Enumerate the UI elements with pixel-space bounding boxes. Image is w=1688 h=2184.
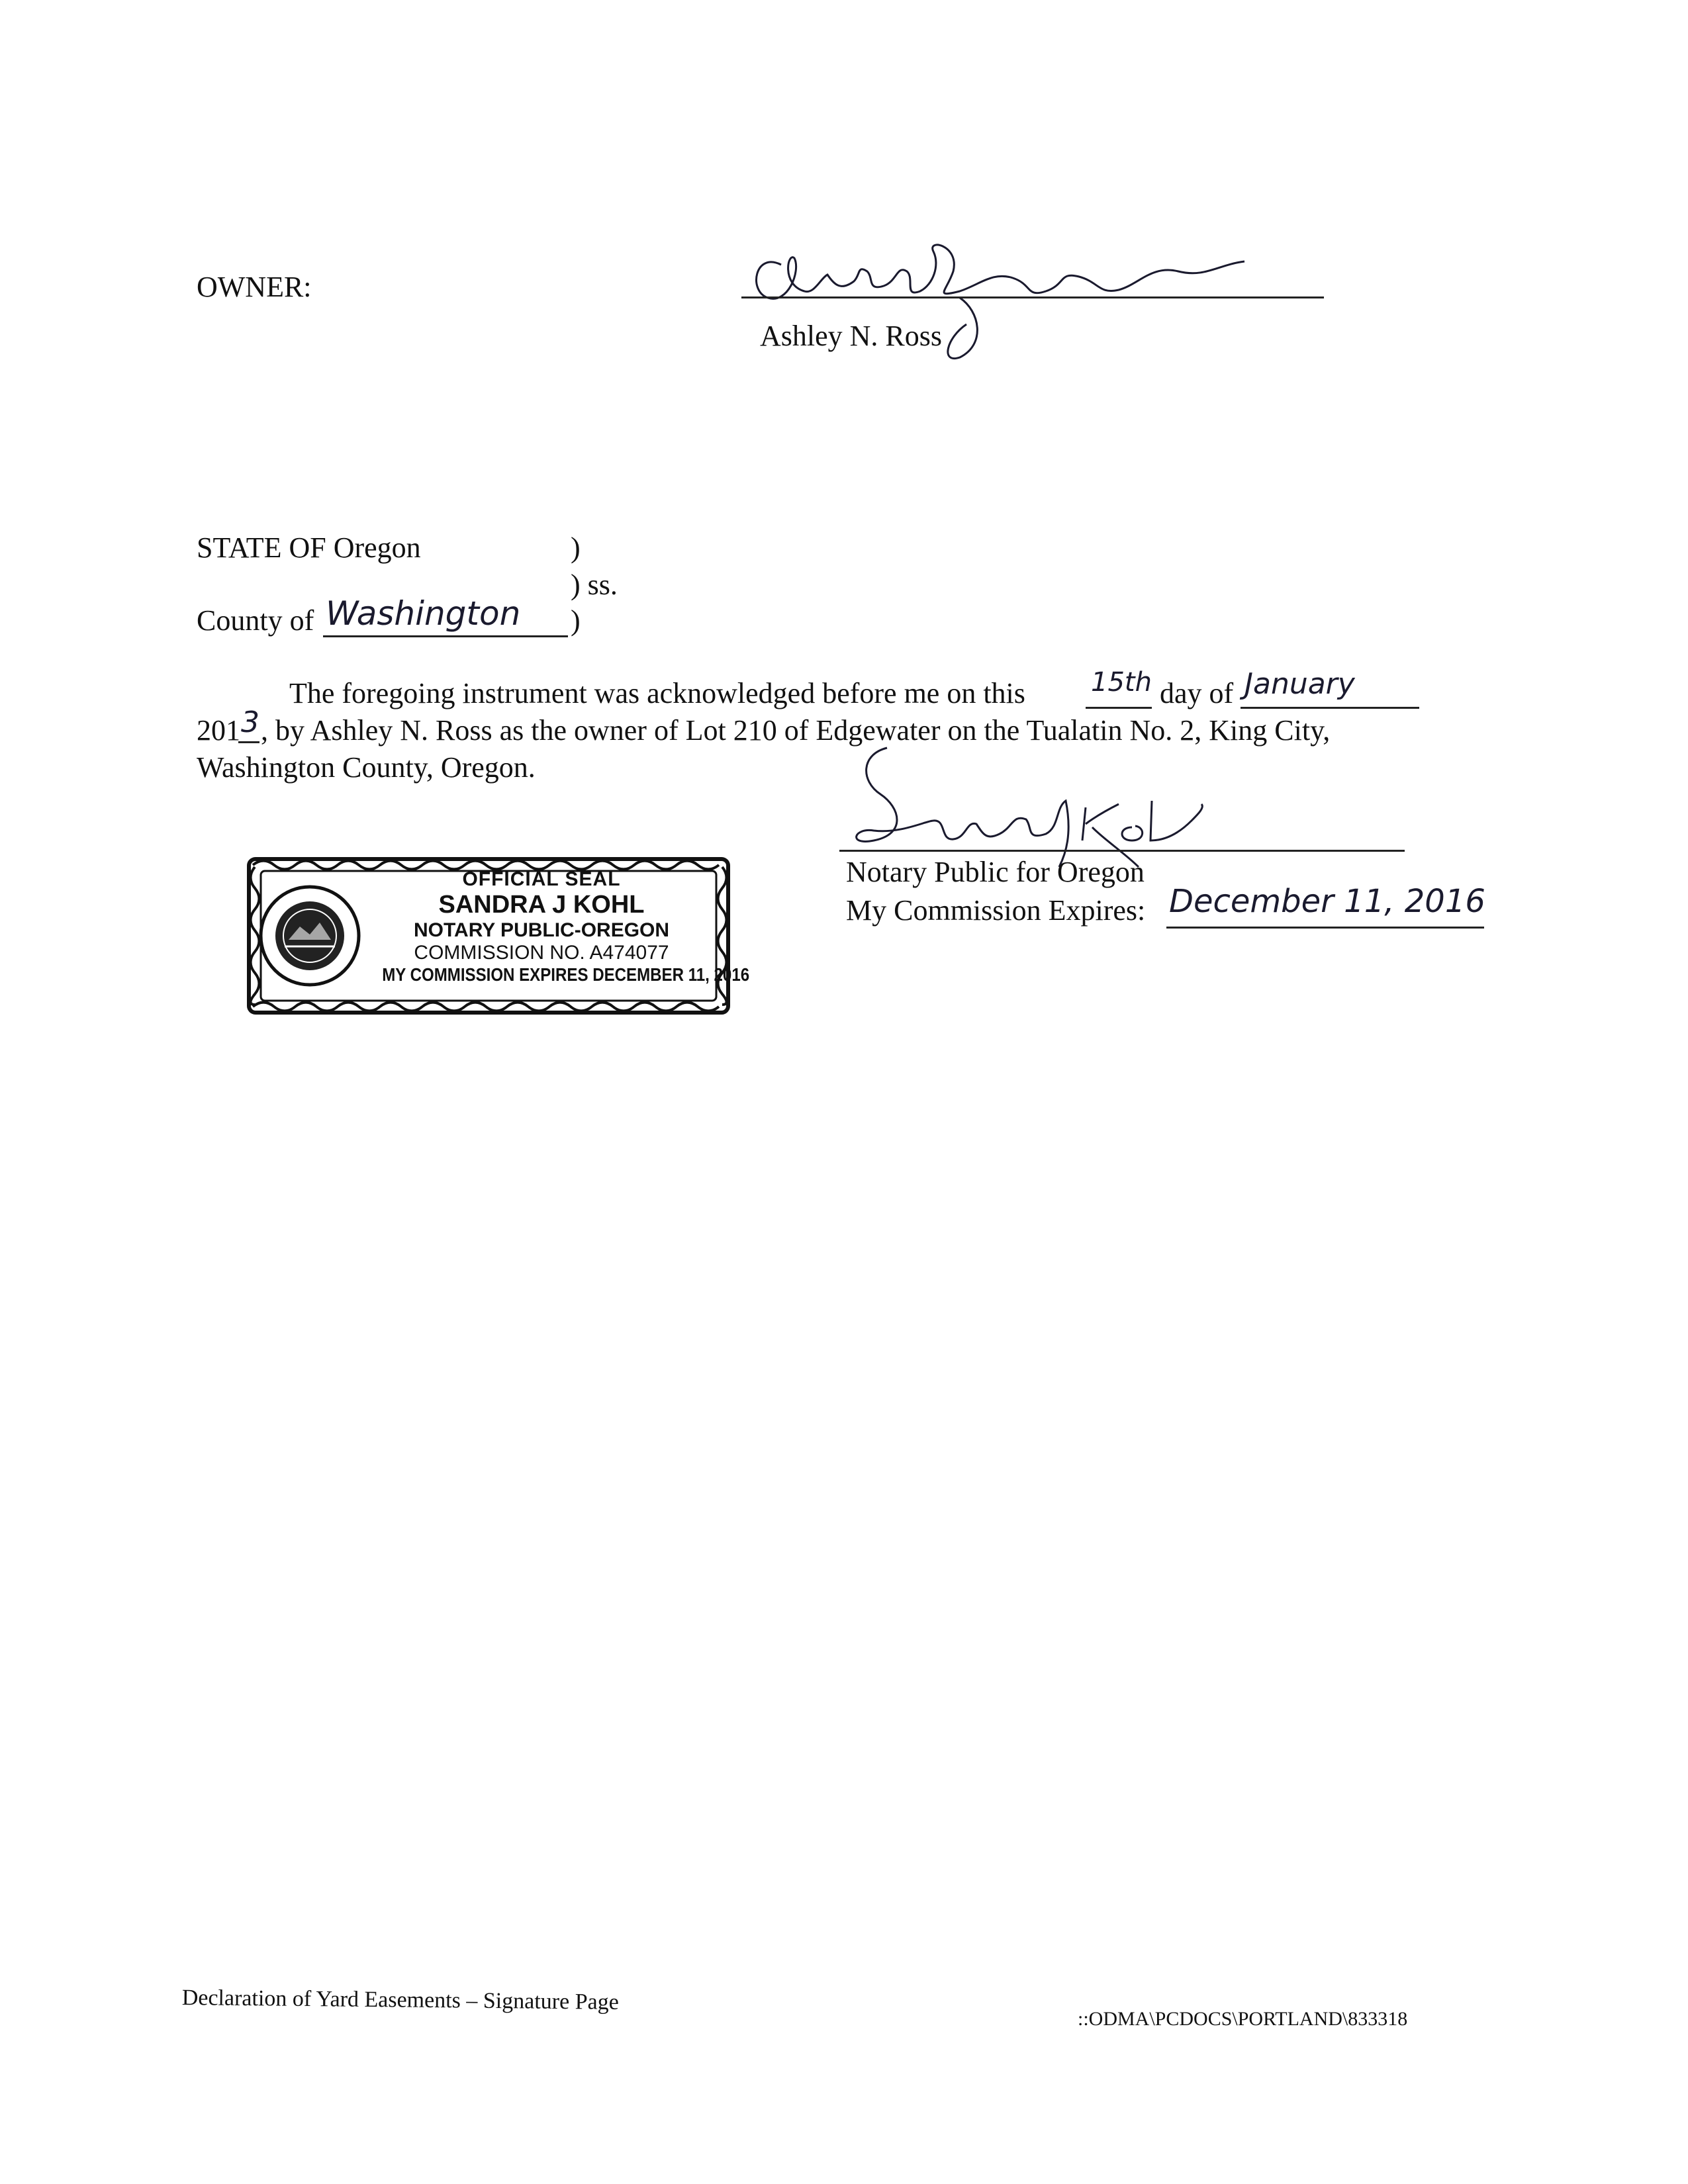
ack-month-filled: January [1244, 667, 1355, 701]
ack-text-1: The foregoing instrument was acknowledged before me on this [289, 677, 1025, 709]
ack-year-filled: 3 [241, 705, 259, 739]
notary-signature-line [839, 850, 1405, 852]
venue-ss: ) ss. [571, 569, 618, 601]
county-blank-line [323, 635, 568, 637]
county-label: County of [197, 604, 314, 637]
owner-label: OWNER: [197, 271, 312, 303]
footer-right: ::ODMA\PCDOCS\PORTLAND\833318 [1078, 2008, 1408, 2030]
owner-signature-line [741, 296, 1324, 298]
commission-label: My Commission Expires: [846, 894, 1146, 927]
venue-paren-1: ) [571, 531, 581, 564]
state-line: STATE OF Oregon [197, 531, 421, 564]
seal-line-3: NOTARY PUBLIC-OREGON [413, 919, 670, 941]
seal-line-5: MY COMMISSION EXPIRES DECEMBER 11, 2016 [382, 964, 750, 985]
seal-line-2: SANDRA J KOHL [438, 891, 645, 919]
footer-left: Declaration of Yard Easements – Signature Page [181, 1985, 619, 2015]
day-blank-line [1086, 707, 1152, 709]
owner-printed-name: Ashley N. Ross [760, 320, 943, 352]
oregon-seal-emblem [261, 887, 359, 985]
year-blank-line [238, 741, 259, 743]
county-filled: Washington [326, 594, 521, 633]
ack-text-3: , by Ashley N. Ross as the owner of Lot 210 of Edgewater on the Tualatin No. 2, King City, [261, 714, 1331, 747]
official-seal [244, 854, 750, 1018]
commission-blank-line [1166, 927, 1484, 929]
notary-title: Notary Public for Oregon [846, 856, 1145, 888]
ack-text-2: day of [1160, 677, 1234, 709]
ack-text-4: Washington County, Oregon. [197, 751, 536, 784]
seal-line-4: COMMISSION NO. A474077 [414, 942, 669, 964]
ack-day-filled: 15th [1091, 667, 1152, 698]
venue-paren-3: ) [571, 604, 581, 637]
ack-year-prefix: 201 [197, 714, 240, 747]
commission-filled: December 11, 2016 [1169, 883, 1485, 920]
month-blank-line [1241, 707, 1419, 709]
seal-line-1: OFFICIAL SEAL [462, 868, 621, 890]
